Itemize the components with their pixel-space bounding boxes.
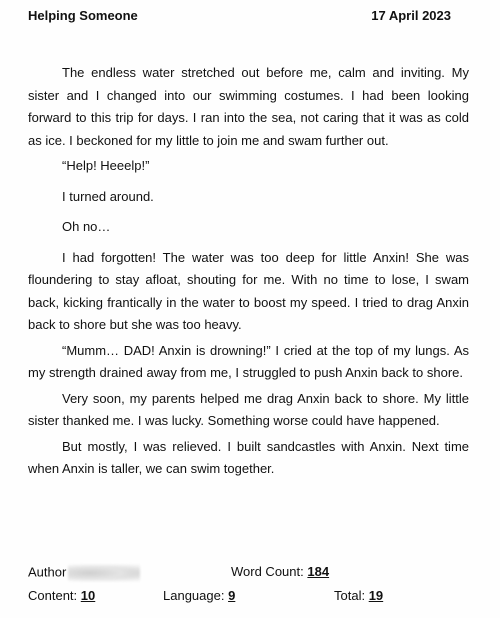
paragraph: “Help! Heeelp!” [62, 158, 150, 173]
grading-footer [28, 564, 468, 612]
total-score-value: 19 [368, 588, 384, 603]
content-label: Content: [28, 588, 78, 603]
document-header [28, 8, 451, 26]
word-count-field [231, 564, 329, 579]
footer-row-author [28, 564, 468, 588]
language-score-field [163, 588, 235, 603]
content-score-field [28, 588, 95, 603]
language-label: Language: [163, 588, 225, 603]
essay-date: 17 April 2023 [371, 8, 451, 23]
word-count-label: Word Count: [231, 564, 304, 579]
author-field [28, 564, 140, 582]
word-count-value: 184 [307, 564, 330, 579]
author-label: Author [28, 564, 67, 580]
content-score-value: 10 [80, 588, 96, 603]
paragraph: I turned around. [62, 188, 154, 204]
total-label: Total: [334, 588, 366, 603]
essay-title: Helping Someone [28, 8, 138, 23]
paragraph: The endless water stretched out before me, calm and inviting. My sister and I changed into our swimming costumes. I had been looking forward to this trip for days. I ran into the sea, not caring that it was as cold as ice. I beckoned for my little to join me and swam further out. [28, 65, 469, 148]
essay-body [28, 62, 469, 484]
total-score-field [334, 588, 383, 603]
paragraph: “Mumm… DAD! Anxin is drowning!” I cried at the top of my lungs. As my strength drained away from me, I struggled to push Anxin back to shore. [28, 342, 469, 380]
footer-row-scores [28, 588, 468, 612]
language-score-value: 9 [228, 588, 236, 603]
paragraph: Oh no… [62, 219, 111, 234]
paragraph: Very soon, my parents helped me drag Anxin back to shore. My little sister thanked me. I was lucky. Something worse could have happened. [28, 390, 469, 428]
paragraph: I had forgotten! The water was too deep for little Anxin! She was floundering to stay afloat, shouting for me. With no time to lose, I swam back, kicking frantically in the water to boost my speed. I tried to drag Anxin back to shore but she was too heavy. [28, 249, 469, 332]
paragraph: But mostly, I was relieved. I built sandcastles with Anxin. Next time when Anxin is taller, we can swim together. [28, 438, 469, 476]
redacted-author-name [68, 564, 140, 582]
